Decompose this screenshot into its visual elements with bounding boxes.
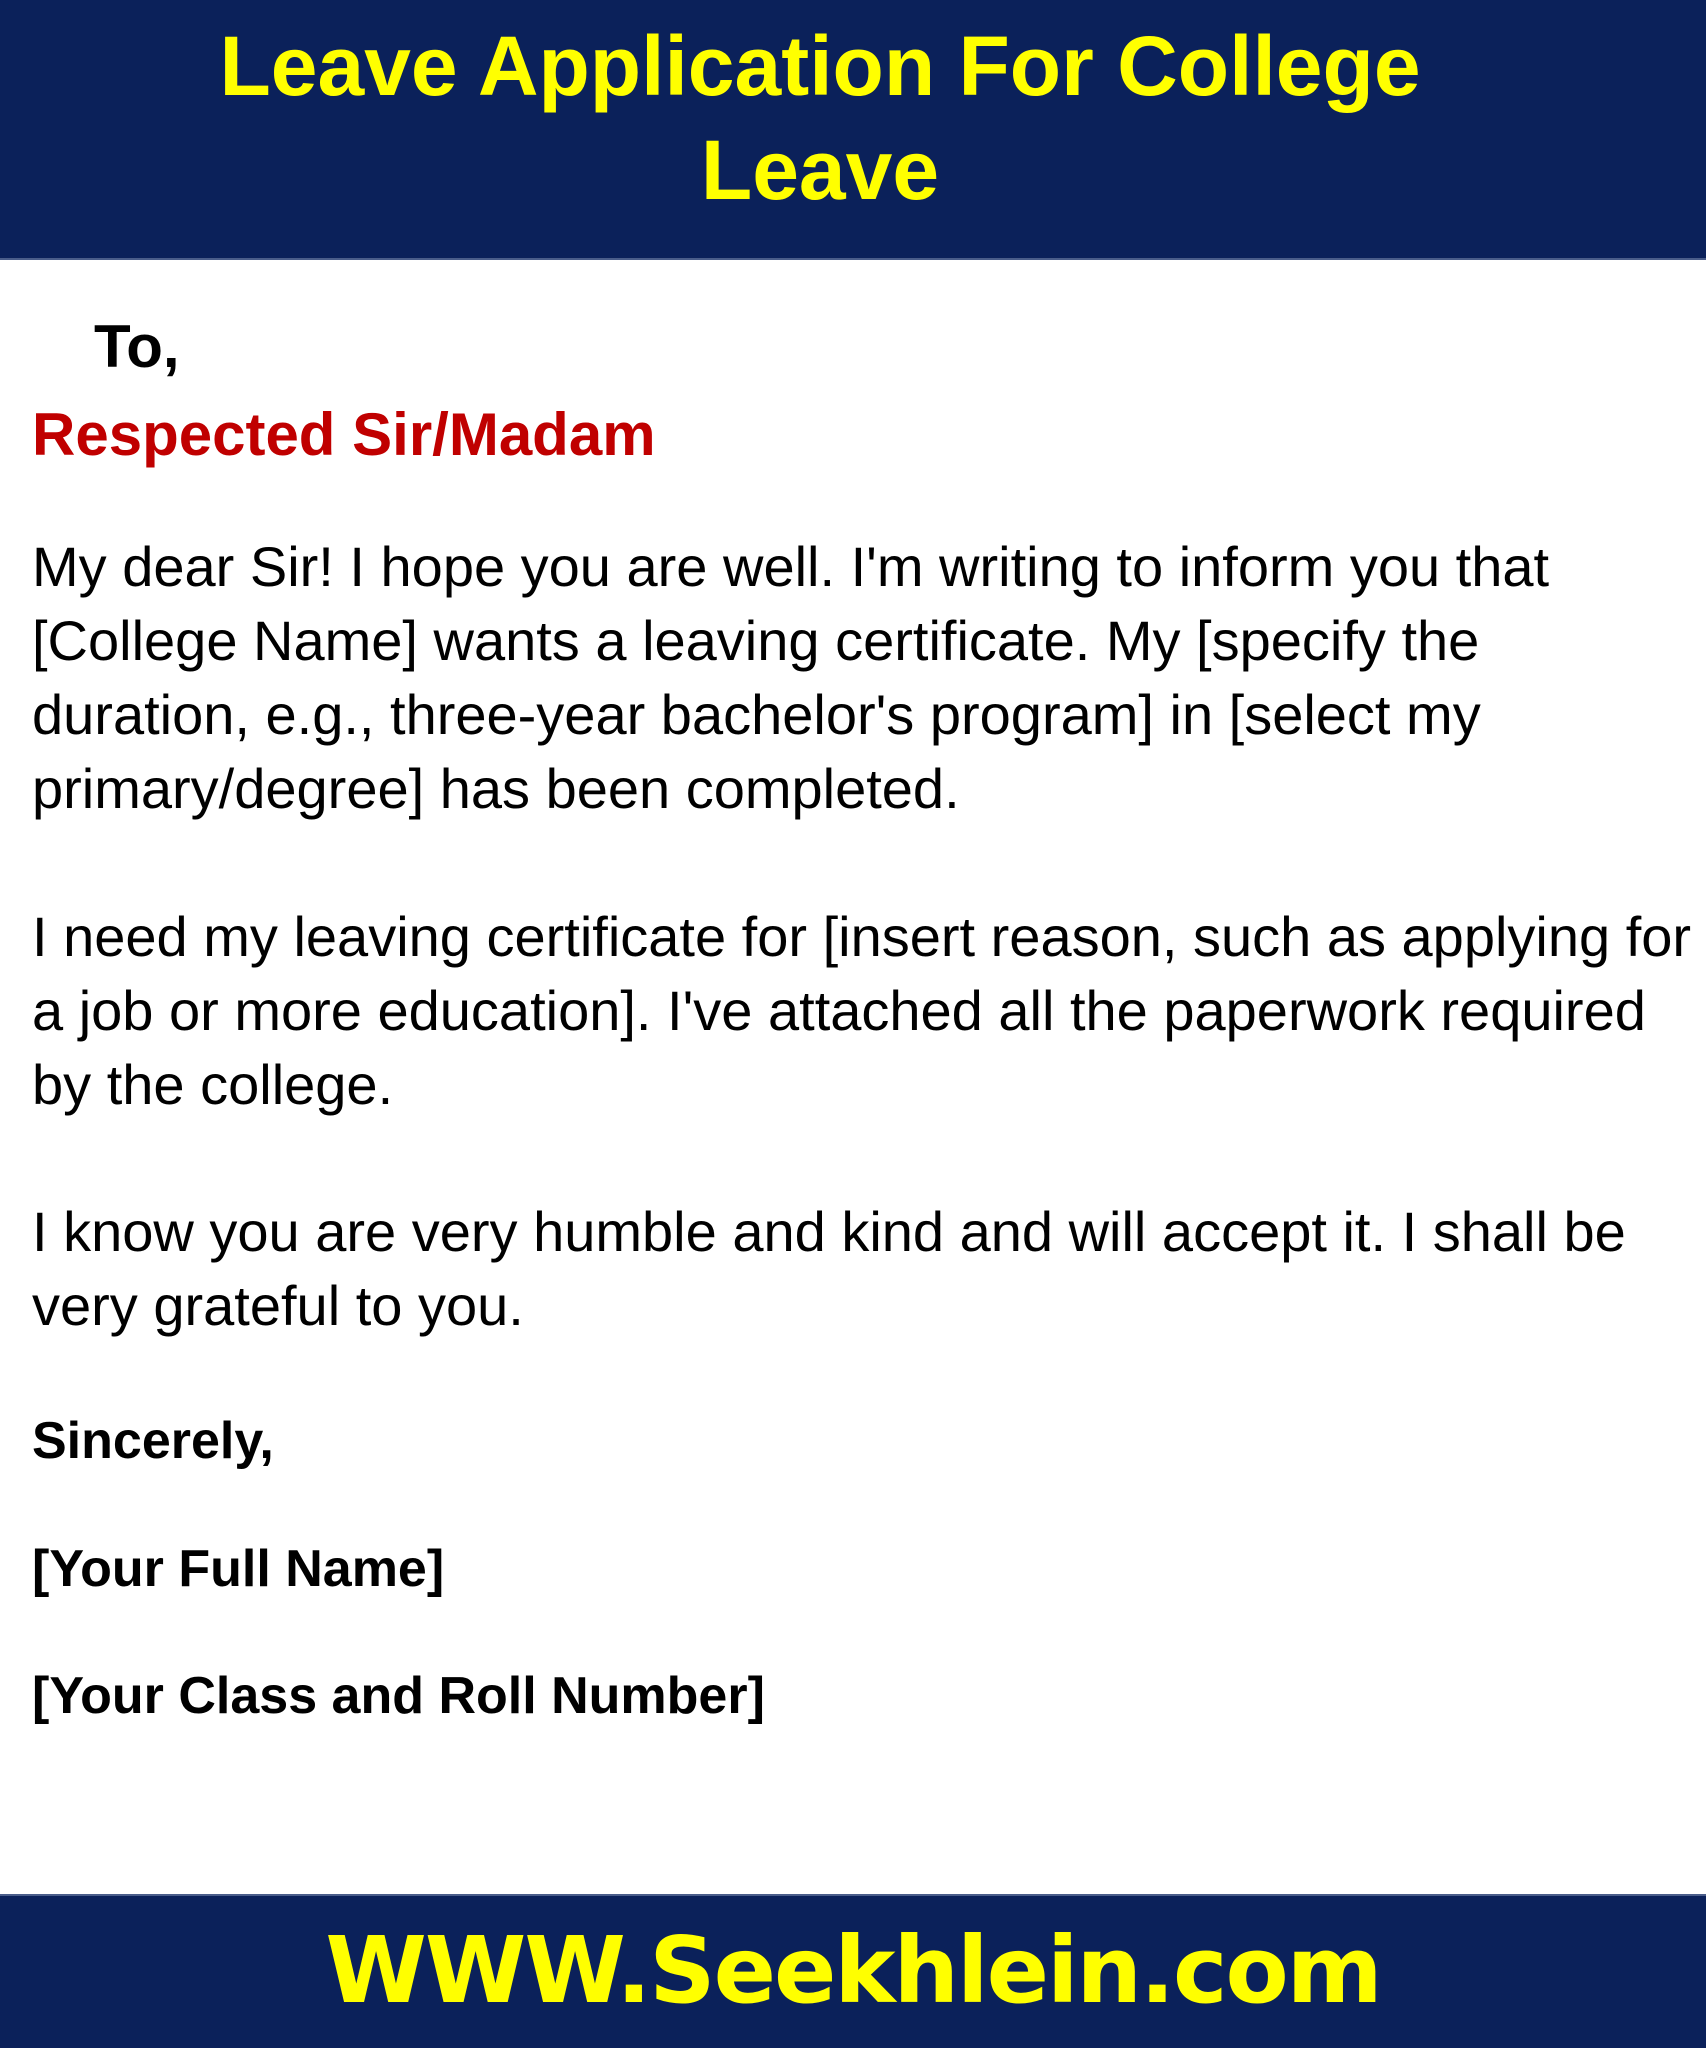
footer-banner bbox=[0, 1894, 1706, 2048]
title-line-1: Leave Application For College bbox=[219, 19, 1421, 113]
paragraph-1: My dear Sir! I hope you are well. I'm writing to inform you that [College Name] wants a leaving certificate. My [specify the duration, e.g., three-year bachelor's program] in [select my primary/degree] has been completed. bbox=[32, 535, 1550, 820]
paragraph-3: I know you are very humble and kind and will accept it. I shall be very grateful to you. bbox=[32, 1200, 1626, 1337]
class-roll-placeholder: [Your Class and Roll Number] bbox=[32, 1667, 765, 1725]
title-banner bbox=[0, 0, 1706, 260]
title-line-2: Leave bbox=[700, 123, 940, 217]
page-title bbox=[0, 14, 1640, 222]
website-link[interactable]: WWW.Seekhlein.com bbox=[325, 1917, 1381, 2024]
salutation: Respected Sir/Madam bbox=[32, 401, 656, 468]
name-placeholder: [Your Full Name] bbox=[32, 1540, 445, 1598]
paragraph-2: I need my leaving certificate for [insert reason, such as applying for a job or more education]. I've attached all the paperwork required by the college. bbox=[32, 905, 1692, 1116]
recipient-line: To, bbox=[94, 313, 180, 380]
closing: Sincerely, bbox=[32, 1412, 274, 1470]
